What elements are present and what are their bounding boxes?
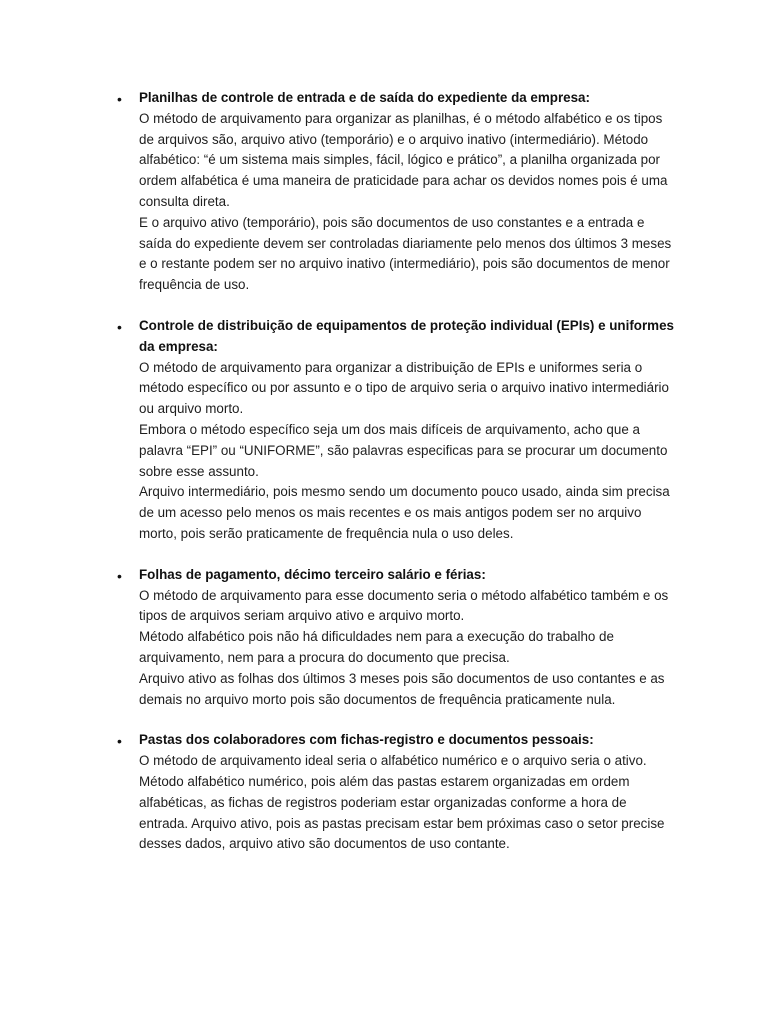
bullet-icon: •	[117, 733, 122, 750]
section-epis	[117, 316, 678, 545]
section-planilhas	[117, 88, 678, 296]
bullet-icon: •	[117, 91, 122, 107]
section-paragraph: O método de arquivamento para organizar a distribuição de EPIs e uniformes seria o método específico ou por assunto e o tipo de arquivo seria o arquivo inativo intermediário ou arquivo morto.	[139, 359, 669, 417]
section-heading: Pastas dos colaboradores com fichas-registro e documentos pessoais:	[139, 732, 594, 748]
section-paragraph: Arquivo intermediário, pois mesmo sendo um documento pouco usado, ainda sim precisa de um acesso pelo menos os mais recentes e os mais antigos podem ser no arquivo morto, pois serão praticamente de frequência nula o uso deles.	[139, 484, 670, 541]
section-heading: Controle de distribuição de equipamentos de proteção individual (EPIs) e uniformes da empresa:	[139, 317, 674, 354]
section-paragraph: Método alfabético pois não há dificuldades nem para a execução do trabalho de arquivamento, nem para a procura do documento que precisa.	[139, 629, 614, 665]
section-paragraph: Arquivo ativo as folhas dos últimos 3 meses pois são documentos de uso contantes e as demais no arquivo morto pois são documentos de frequência praticamente nula.	[139, 670, 665, 707]
section-paragraph: O método de arquivamento para organizar as planilhas, é o método alfabético e os tipos de arquivos são, arquivo ativo (temporário) e o arquivo inativo (intermediário). Método alfabético: “é um sistema mais simples, fácil, lógico e prático”, a planilha organizada por ordem alfabética é uma maneira de praticidade para achar os devidos nomes pois é uma consulta direta.	[139, 110, 668, 209]
section-pastas-colaboradores	[117, 730, 678, 855]
bullet-icon: •	[117, 567, 122, 584]
section-heading: Planilhas de controle de entrada e de saída do expediente da empresa:	[139, 90, 590, 105]
section-paragraph: Embora o método específico seja um dos mais difíceis de arquivamento, acho que a palavra “EPI” ou “UNIFORME”, são palavras especificas para se procurar um documento sobre esse assunto.	[139, 421, 668, 479]
section-folhas-pagamento	[117, 565, 678, 711]
section-paragraph: O método de arquivamento ideal seria o alfabético numérico e o arquivo seria o ativo. Método alfabético numérico, pois além das pastas estarem organizadas em ordem alfabéticas, as fichas de registros poderiam estar organizadas conforme a hora de entrada. Arquivo ativo, pois as pastas precisam estar bem próximas caso o setor precise desses dados, arquivo ativo são documentos de uso contante.	[139, 753, 665, 852]
section-heading: Folhas de pagamento, décimo terceiro salário e férias:	[139, 566, 486, 582]
section-paragraph: E o arquivo ativo (temporário), pois são documentos de uso constantes e a entrada e saída do expediente devem ser controladas diariamente pelo menos dos últimos 3 meses e o restante podem ser no arquivo inativo (intermediário), pois são documentos de menor frequência de uso.	[139, 214, 672, 293]
section-paragraph: O método de arquivamento para esse documento seria o método alfabético também e os tipos de arquivos seriam arquivo ativo e arquivo morto.	[139, 587, 669, 624]
bullet-icon: •	[117, 318, 122, 335]
